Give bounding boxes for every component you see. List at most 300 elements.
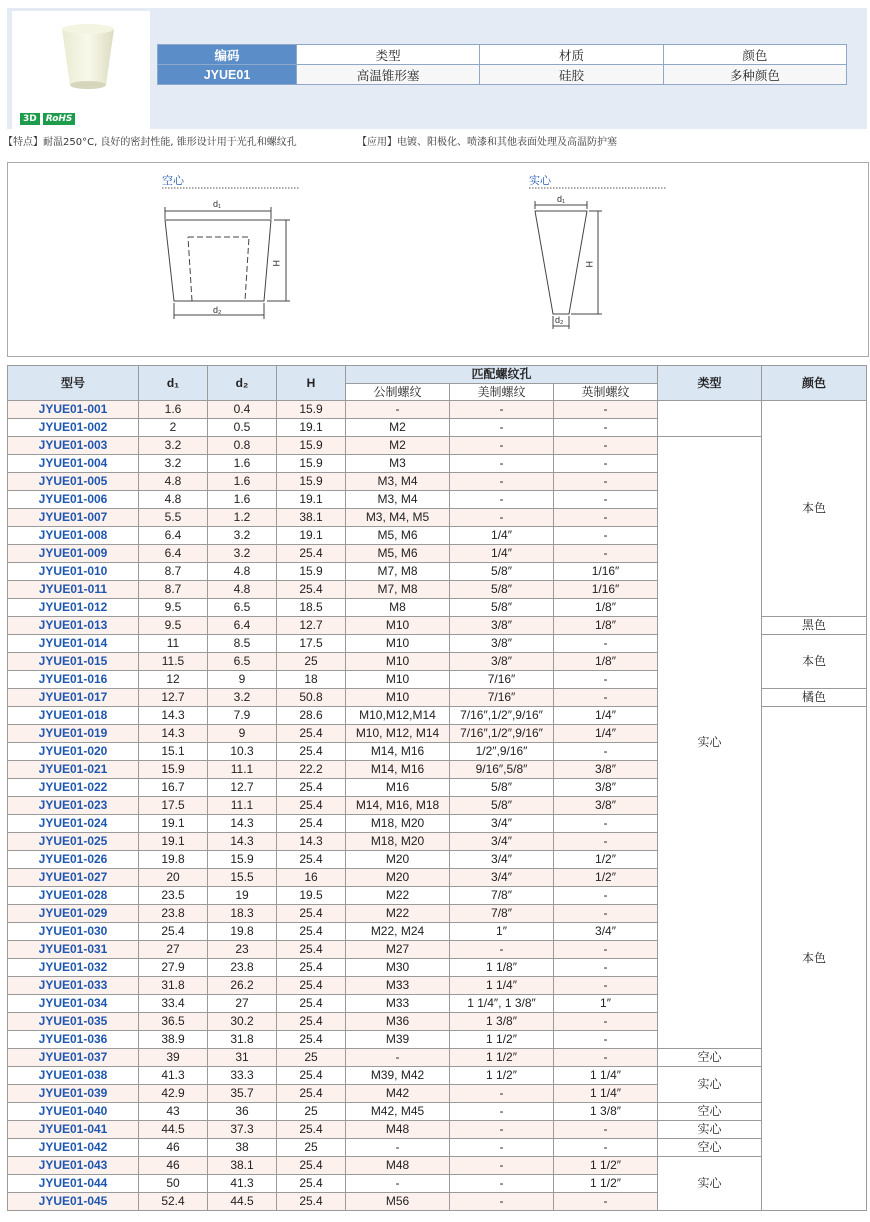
model-cell[interactable]: JYUE01-034	[8, 995, 139, 1013]
metric-cell: M2	[346, 437, 450, 455]
d2-cell: 31.8	[208, 1031, 277, 1049]
metric-cell: M14, M16	[346, 743, 450, 761]
d1-cell: 15.1	[139, 743, 208, 761]
model-cell[interactable]: JYUE01-029	[8, 905, 139, 923]
d2-cell: 44.5	[208, 1193, 277, 1211]
model-cell[interactable]: JYUE01-011	[8, 581, 139, 599]
model-cell[interactable]: JYUE01-036	[8, 1031, 139, 1049]
d2-cell: 12.7	[208, 779, 277, 797]
h-cell: 38.1	[277, 509, 346, 527]
metric-cell: M22	[346, 887, 450, 905]
british-cell: 3/8″	[554, 797, 658, 815]
h-cell: 25.4	[277, 743, 346, 761]
table-row	[8, 1139, 867, 1157]
british-cell: 1/8″	[554, 653, 658, 671]
d2-cell: 0.4	[208, 401, 277, 419]
british-cell: 1/8″	[554, 599, 658, 617]
d2-cell: 6.5	[208, 653, 277, 671]
british-cell: 1/16″	[554, 563, 658, 581]
d2-cell: 3.2	[208, 689, 277, 707]
british-cell: 1/4″	[554, 725, 658, 743]
american-cell: 1/4″	[450, 527, 554, 545]
h-cell: 22.2	[277, 761, 346, 779]
summary-header-code: 编码	[158, 45, 297, 65]
h-cell: 19.5	[277, 887, 346, 905]
h-cell: 15.9	[277, 437, 346, 455]
d2-cell: 1.6	[208, 491, 277, 509]
d2-cell: 26.2	[208, 977, 277, 995]
british-cell: -	[554, 887, 658, 905]
metric-cell: M33	[346, 995, 450, 1013]
model-cell[interactable]: JYUE01-032	[8, 959, 139, 977]
model-cell[interactable]: JYUE01-041	[8, 1121, 139, 1139]
british-cell: -	[554, 509, 658, 527]
color-cell: 橘色	[762, 689, 867, 707]
american-cell: 1 1/2″	[450, 1049, 554, 1067]
model-cell[interactable]: JYUE01-039	[8, 1085, 139, 1103]
d1-cell: 46	[139, 1139, 208, 1157]
metric-cell: M10	[346, 653, 450, 671]
model-cell[interactable]: JYUE01-008	[8, 527, 139, 545]
metric-cell: -	[346, 1049, 450, 1067]
d2-cell: 1.6	[208, 455, 277, 473]
metric-cell: M10	[346, 689, 450, 707]
british-cell: -	[554, 743, 658, 761]
d2-cell: 35.7	[208, 1085, 277, 1103]
british-cell: -	[554, 977, 658, 995]
model-cell[interactable]: JYUE01-015	[8, 653, 139, 671]
h-cell: 19.1	[277, 419, 346, 437]
american-cell: 1″	[450, 923, 554, 941]
model-cell[interactable]: JYUE01-003	[8, 437, 139, 455]
american-cell: 7/16″	[450, 689, 554, 707]
metric-cell: M7, M8	[346, 581, 450, 599]
spec-table-body	[8, 401, 867, 1211]
d1-cell: 5.5	[139, 509, 208, 527]
d1-cell: 16.7	[139, 779, 208, 797]
summary-value-material: 硅胶	[480, 65, 663, 85]
col-model: 型号	[8, 366, 139, 401]
table-row	[8, 1049, 867, 1067]
metric-cell: M3, M4, M5	[346, 509, 450, 527]
british-cell: -	[554, 545, 658, 563]
d1-cell: 36.5	[139, 1013, 208, 1031]
tapered-plug-image	[60, 21, 116, 91]
product-thumbnail	[12, 11, 150, 129]
color-cell: 本色	[762, 401, 867, 617]
d2-cell: 15.5	[208, 869, 277, 887]
h-cell: 15.9	[277, 473, 346, 491]
d1-cell: 19.1	[139, 833, 208, 851]
dimension-drawings	[8, 163, 868, 356]
model-cell[interactable]: JYUE01-006	[8, 491, 139, 509]
h-cell: 16	[277, 869, 346, 887]
h-cell: 25.4	[277, 905, 346, 923]
metric-cell: M42	[346, 1085, 450, 1103]
american-cell: 7/16″,1/2″,9/16″	[450, 707, 554, 725]
model-cell[interactable]: JYUE01-033	[8, 977, 139, 995]
metric-cell: M7, M8	[346, 563, 450, 581]
h-cell: 25.4	[277, 1013, 346, 1031]
metric-cell: M27	[346, 941, 450, 959]
model-cell[interactable]: JYUE01-023	[8, 797, 139, 815]
british-cell: -	[554, 1013, 658, 1031]
model-cell[interactable]: JYUE01-022	[8, 779, 139, 797]
application-note: 【应用】电镀、阳极化、喷漆和其他表面处理及高温防护塞	[357, 137, 617, 148]
metric-cell: M2	[346, 419, 450, 437]
american-cell: 1 1/4″	[450, 977, 554, 995]
american-cell: 1/2″,9/16″	[450, 743, 554, 761]
british-cell: -	[554, 527, 658, 545]
h-cell: 25.4	[277, 923, 346, 941]
d1-cell: 33.4	[139, 995, 208, 1013]
d1-cell: 6.4	[139, 545, 208, 563]
model-cell[interactable]: JYUE01-024	[8, 815, 139, 833]
d1-cell: 23.5	[139, 887, 208, 905]
british-cell: -	[554, 491, 658, 509]
table-row	[8, 1157, 867, 1175]
model-cell[interactable]: JYUE01-005	[8, 473, 139, 491]
d2-cell: 19	[208, 887, 277, 905]
american-cell: -	[450, 1193, 554, 1211]
solid-d1-label: d₁	[557, 194, 566, 204]
american-cell: -	[450, 1139, 554, 1157]
summary-header-type: 类型	[297, 45, 480, 65]
british-cell: 3/8″	[554, 761, 658, 779]
table-row	[8, 401, 867, 419]
table-row	[8, 1067, 867, 1085]
product-header	[7, 8, 867, 129]
model-cell[interactable]: JYUE01-040	[8, 1103, 139, 1121]
d1-cell: 8.7	[139, 563, 208, 581]
dimension-diagram	[7, 162, 869, 357]
h-cell: 18	[277, 671, 346, 689]
british-cell: -	[554, 815, 658, 833]
american-cell: 5/8″	[450, 581, 554, 599]
d1-cell: 1.6	[139, 401, 208, 419]
model-cell[interactable]: JYUE01-025	[8, 833, 139, 851]
type-cell: 实心	[658, 1157, 762, 1211]
model-cell[interactable]: JYUE01-007	[8, 509, 139, 527]
metric-cell: -	[346, 1139, 450, 1157]
h-cell: 25.4	[277, 725, 346, 743]
h-cell: 14.3	[277, 833, 346, 851]
d2-cell: 41.3	[208, 1175, 277, 1193]
d1-cell: 27	[139, 941, 208, 959]
d2-cell: 15.9	[208, 851, 277, 869]
american-cell: 9/16″,5/8″	[450, 761, 554, 779]
metric-cell: M3, M4	[346, 491, 450, 509]
metric-cell: M39	[346, 1031, 450, 1049]
model-cell[interactable]: JYUE01-043	[8, 1157, 139, 1175]
metric-cell: M16	[346, 779, 450, 797]
3d-badge[interactable]: 3D	[20, 113, 40, 125]
hollow-d1-label: d₁	[213, 199, 222, 209]
d1-cell: 9.5	[139, 617, 208, 635]
model-cell[interactable]: JYUE01-009	[8, 545, 139, 563]
d2-cell: 33.3	[208, 1067, 277, 1085]
h-cell: 25.4	[277, 851, 346, 869]
american-cell: 3/4″	[450, 815, 554, 833]
hollow-title: 空心	[162, 175, 184, 187]
model-cell[interactable]: JYUE01-030	[8, 923, 139, 941]
d1-cell: 20	[139, 869, 208, 887]
d1-cell: 12	[139, 671, 208, 689]
d2-cell: 3.2	[208, 527, 277, 545]
british-cell: -	[554, 401, 658, 419]
summary-table	[157, 44, 847, 85]
h-cell: 19.1	[277, 527, 346, 545]
american-cell: -	[450, 437, 554, 455]
d1-cell: 25.4	[139, 923, 208, 941]
summary-value-type: 高温锥形塞	[297, 65, 480, 85]
color-cell: 本色	[762, 707, 867, 1211]
british-cell: 1 1/4″	[554, 1085, 658, 1103]
col-american: 美制螺纹	[450, 384, 554, 401]
type-cell: 实心	[658, 437, 762, 1049]
summary-value-code: JYUE01	[158, 65, 297, 85]
british-cell: -	[554, 419, 658, 437]
model-cell[interactable]: JYUE01-031	[8, 941, 139, 959]
american-cell: 7/16″,1/2″,9/16″	[450, 725, 554, 743]
d2-cell: 6.5	[208, 599, 277, 617]
metric-cell: M20	[346, 869, 450, 887]
metric-cell: M36	[346, 1013, 450, 1031]
american-cell: -	[450, 491, 554, 509]
h-cell: 25.4	[277, 1193, 346, 1211]
d2-cell: 11.1	[208, 761, 277, 779]
american-cell: 3/8″	[450, 617, 554, 635]
american-cell: 1 1/2″	[450, 1067, 554, 1085]
d1-cell: 41.3	[139, 1067, 208, 1085]
american-cell: 1/4″	[450, 545, 554, 563]
d2-cell: 30.2	[208, 1013, 277, 1031]
american-cell: 5/8″	[450, 797, 554, 815]
d2-cell: 10.3	[208, 743, 277, 761]
model-cell[interactable]: JYUE01-014	[8, 635, 139, 653]
d2-cell: 23.8	[208, 959, 277, 977]
type-cell: 实心	[658, 1067, 762, 1103]
type-cell: 实心	[658, 1121, 762, 1139]
model-cell[interactable]: JYUE01-044	[8, 1175, 139, 1193]
table-row	[8, 437, 867, 455]
model-cell[interactable]: JYUE01-021	[8, 761, 139, 779]
rohs-badge: RoHS	[43, 113, 76, 125]
d2-cell: 14.3	[208, 815, 277, 833]
british-cell: 1/4″	[554, 707, 658, 725]
d2-cell: 1.6	[208, 473, 277, 491]
d1-cell: 14.3	[139, 725, 208, 743]
american-cell: 1 1/4″, 1 3/8″	[450, 995, 554, 1013]
british-cell: -	[554, 1049, 658, 1067]
american-cell: 3/4″	[450, 851, 554, 869]
features-note: 【特点】耐温250°C, 良好的密封性能, 锥形设计用于光孔和螺纹孔	[3, 137, 297, 148]
h-cell: 25.4	[277, 1031, 346, 1049]
model-cell[interactable]: JYUE01-004	[8, 455, 139, 473]
h-cell: 25	[277, 1103, 346, 1121]
d1-cell: 31.8	[139, 977, 208, 995]
d2-cell: 9	[208, 725, 277, 743]
metric-cell: M22, M24	[346, 923, 450, 941]
solid-d2-label: d₂	[555, 315, 564, 325]
d2-cell: 31	[208, 1049, 277, 1067]
h-cell: 17.5	[277, 635, 346, 653]
american-cell: 5/8″	[450, 599, 554, 617]
d1-cell: 42.9	[139, 1085, 208, 1103]
model-cell[interactable]: JYUE01-037	[8, 1049, 139, 1067]
d1-cell: 2	[139, 419, 208, 437]
hollow-d2-label: d₂	[213, 305, 222, 315]
d1-cell: 39	[139, 1049, 208, 1067]
type-cell: 空心	[658, 1103, 762, 1121]
british-cell: -	[554, 1121, 658, 1139]
metric-cell: M10	[346, 617, 450, 635]
h-cell: 25.4	[277, 959, 346, 977]
solid-title: 实心	[529, 175, 551, 187]
model-cell[interactable]: JYUE01-012	[8, 599, 139, 617]
hollow-h-label: H	[271, 260, 281, 267]
american-cell: 5/8″	[450, 563, 554, 581]
h-cell: 15.9	[277, 401, 346, 419]
american-cell: 3/8″	[450, 653, 554, 671]
d1-cell: 4.8	[139, 473, 208, 491]
british-cell: -	[554, 635, 658, 653]
american-cell: 5/8″	[450, 779, 554, 797]
d2-cell: 38	[208, 1139, 277, 1157]
h-cell: 25.4	[277, 1085, 346, 1103]
type-cell	[658, 401, 762, 437]
d2-cell: 4.8	[208, 563, 277, 581]
summary-header-material: 材质	[480, 45, 663, 65]
d2-cell: 7.9	[208, 707, 277, 725]
british-cell: 1 1/4″	[554, 1067, 658, 1085]
col-h: H	[277, 366, 346, 401]
metric-cell: M42, M45	[346, 1103, 450, 1121]
h-cell: 25.4	[277, 581, 346, 599]
metric-cell: M22	[346, 905, 450, 923]
model-cell[interactable]: JYUE01-018	[8, 707, 139, 725]
british-cell: -	[554, 941, 658, 959]
summary-value-color: 多种颜色	[663, 65, 846, 85]
d2-cell: 11.1	[208, 797, 277, 815]
model-cell[interactable]: JYUE01-010	[8, 563, 139, 581]
american-cell: 1 1/2″	[450, 1031, 554, 1049]
d2-cell: 9	[208, 671, 277, 689]
d2-cell: 37.3	[208, 1121, 277, 1139]
model-cell[interactable]: JYUE01-038	[8, 1067, 139, 1085]
h-cell: 25.4	[277, 977, 346, 995]
american-cell: 7/8″	[450, 905, 554, 923]
metric-cell: M18, M20	[346, 833, 450, 851]
d2-cell: 0.8	[208, 437, 277, 455]
model-cell[interactable]: JYUE01-028	[8, 887, 139, 905]
british-cell: 1″	[554, 995, 658, 1013]
metric-cell: M5, M6	[346, 545, 450, 563]
d2-cell: 18.3	[208, 905, 277, 923]
d1-cell: 38.9	[139, 1031, 208, 1049]
metric-cell: M14, M16	[346, 761, 450, 779]
metric-cell: M56	[346, 1193, 450, 1211]
summary-header-color: 颜色	[663, 45, 846, 65]
d1-cell: 50	[139, 1175, 208, 1193]
model-cell[interactable]: JYUE01-013	[8, 617, 139, 635]
d1-cell: 27.9	[139, 959, 208, 977]
british-cell: -	[554, 473, 658, 491]
british-cell: 1 3/8″	[554, 1103, 658, 1121]
d1-cell: 9.5	[139, 599, 208, 617]
d1-cell: 19.1	[139, 815, 208, 833]
model-cell[interactable]: JYUE01-001	[8, 401, 139, 419]
british-cell: -	[554, 1031, 658, 1049]
d1-cell: 46	[139, 1157, 208, 1175]
model-cell[interactable]: JYUE01-042	[8, 1139, 139, 1157]
model-cell[interactable]: JYUE01-019	[8, 725, 139, 743]
col-d2: d₂	[208, 366, 277, 401]
d1-cell: 11	[139, 635, 208, 653]
h-cell: 25.4	[277, 545, 346, 563]
model-cell[interactable]: JYUE01-017	[8, 689, 139, 707]
model-cell[interactable]: JYUE01-016	[8, 671, 139, 689]
d2-cell: 36	[208, 1103, 277, 1121]
hollow-plug-outline	[165, 220, 271, 301]
british-cell: 1/2″	[554, 869, 658, 887]
american-cell: -	[450, 1121, 554, 1139]
d2-cell: 19.8	[208, 923, 277, 941]
model-cell[interactable]: JYUE01-020	[8, 743, 139, 761]
certification-badges	[20, 106, 78, 125]
h-cell: 25	[277, 653, 346, 671]
table-row	[8, 1121, 867, 1139]
british-cell: -	[554, 437, 658, 455]
h-cell: 25.4	[277, 1067, 346, 1085]
spec-table	[7, 365, 867, 1211]
model-cell[interactable]: JYUE01-026	[8, 851, 139, 869]
metric-cell: M8	[346, 599, 450, 617]
model-cell[interactable]: JYUE01-045	[8, 1193, 139, 1211]
col-d1: d₁	[139, 366, 208, 401]
american-cell: -	[450, 473, 554, 491]
h-cell: 25.4	[277, 779, 346, 797]
model-cell[interactable]: JYUE01-002	[8, 419, 139, 437]
american-cell: 7/8″	[450, 887, 554, 905]
h-cell: 28.6	[277, 707, 346, 725]
d1-cell: 14.3	[139, 707, 208, 725]
d1-cell: 12.7	[139, 689, 208, 707]
metric-cell: M10	[346, 635, 450, 653]
metric-cell: M48	[346, 1157, 450, 1175]
d2-cell: 6.4	[208, 617, 277, 635]
d2-cell: 38.1	[208, 1157, 277, 1175]
h-cell: 15.9	[277, 563, 346, 581]
british-cell: 3/4″	[554, 923, 658, 941]
table-row	[8, 1103, 867, 1121]
american-cell: -	[450, 401, 554, 419]
metric-cell: M39, M42	[346, 1067, 450, 1085]
model-cell[interactable]: JYUE01-027	[8, 869, 139, 887]
british-cell: -	[554, 689, 658, 707]
american-cell: -	[450, 419, 554, 437]
british-cell: -	[554, 905, 658, 923]
d1-cell: 52.4	[139, 1193, 208, 1211]
british-cell: 1/2″	[554, 851, 658, 869]
british-cell: 1 1/2″	[554, 1175, 658, 1193]
type-cell: 空心	[658, 1049, 762, 1067]
d1-cell: 23.8	[139, 905, 208, 923]
h-cell: 25.4	[277, 1157, 346, 1175]
model-cell[interactable]: JYUE01-035	[8, 1013, 139, 1031]
american-cell: -	[450, 1103, 554, 1121]
d2-cell: 27	[208, 995, 277, 1013]
